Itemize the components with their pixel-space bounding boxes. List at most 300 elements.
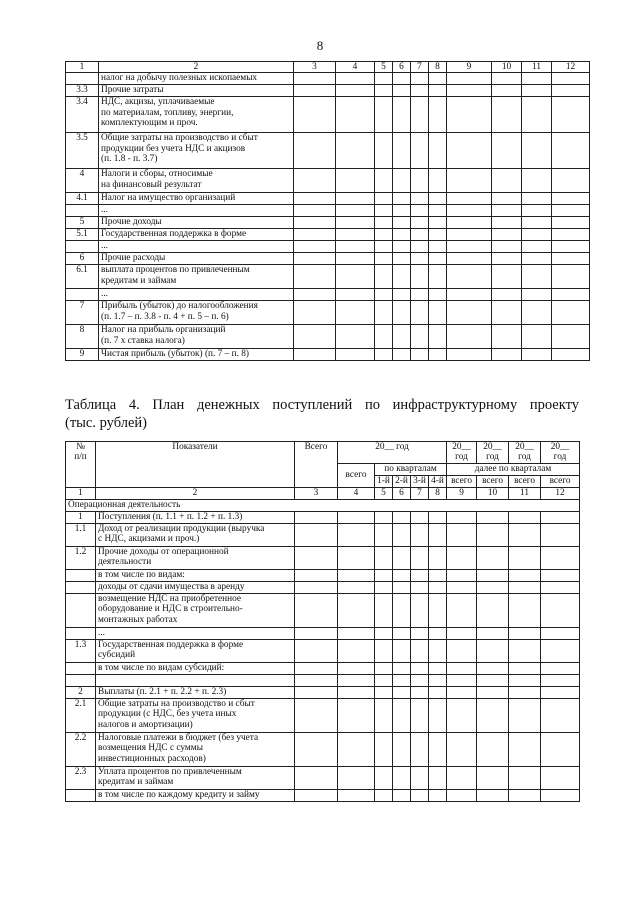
- empty-cell: [294, 205, 336, 217]
- empty-cell: [411, 217, 429, 229]
- empty-cell: [492, 265, 522, 289]
- column-number-cell: 2: [99, 62, 294, 73]
- empty-cell: [411, 686, 429, 698]
- empty-cell: [492, 133, 522, 169]
- header-all: всего: [338, 463, 375, 487]
- empty-cell: [295, 569, 338, 581]
- header-q1: 1-й: [375, 475, 393, 487]
- table-4-header-row-1: [66, 442, 580, 464]
- empty-cell: [411, 97, 429, 133]
- table-4-caption: Таблица 4. План денежных поступлений по инфраструктурному проекту: [65, 397, 579, 413]
- empty-cell: [541, 581, 580, 593]
- empty-cell: [492, 169, 522, 193]
- table-row: [66, 229, 590, 241]
- empty-cell: [509, 627, 541, 639]
- empty-cell: [522, 325, 552, 349]
- table-row: [66, 85, 590, 97]
- empty-cell: [393, 511, 411, 523]
- row-label: ...: [96, 627, 295, 639]
- empty-cell: [393, 569, 411, 581]
- empty-cell: [429, 593, 447, 627]
- column-number-cell: 12: [552, 62, 590, 73]
- empty-cell: [294, 241, 336, 253]
- empty-cell: [338, 732, 375, 766]
- row-number: 1.3: [66, 639, 96, 662]
- empty-cell: [411, 698, 429, 732]
- empty-cell: [541, 674, 580, 686]
- row-number: 1.2: [66, 546, 96, 569]
- empty-cell: [393, 265, 411, 289]
- empty-cell: [393, 217, 411, 229]
- row-label: Государственная поддержка в форме субсидий: [96, 639, 295, 662]
- empty-cell: [492, 253, 522, 265]
- table-row: [66, 639, 580, 662]
- empty-cell: [336, 253, 375, 265]
- empty-cell: [393, 546, 411, 569]
- row-number: 6.1: [66, 265, 99, 289]
- empty-cell: [541, 662, 580, 674]
- empty-cell: [477, 511, 509, 523]
- empty-cell: [294, 301, 336, 325]
- row-label: доходы от сдачи имущества в аренду: [96, 581, 295, 593]
- empty-cell: [552, 169, 590, 193]
- header-q4: 4-й: [429, 475, 447, 487]
- empty-cell: [552, 205, 590, 217]
- empty-cell: [447, 639, 477, 662]
- empty-cell: [429, 265, 447, 289]
- row-label: в том числе по видам субсидий:: [96, 662, 295, 674]
- empty-cell: [393, 301, 411, 325]
- empty-cell: [552, 349, 590, 361]
- empty-cell: [429, 205, 447, 217]
- empty-cell: [429, 253, 447, 265]
- empty-cell: [393, 85, 411, 97]
- column-number-cell: 11: [509, 487, 541, 499]
- empty-cell: [429, 97, 447, 133]
- column-number-cell: 7: [411, 487, 429, 499]
- empty-cell: [375, 289, 393, 301]
- header-indicators: Показатели: [96, 442, 295, 488]
- empty-cell: [336, 73, 375, 85]
- empty-cell: [295, 627, 338, 639]
- empty-cell: [294, 97, 336, 133]
- empty-cell: [492, 97, 522, 133]
- empty-cell: [492, 301, 522, 325]
- row-number: 1.1: [66, 523, 96, 546]
- empty-cell: [294, 265, 336, 289]
- empty-cell: [522, 169, 552, 193]
- column-number-cell: 2: [96, 487, 295, 499]
- row-number: [66, 205, 99, 217]
- empty-cell: [338, 674, 375, 686]
- empty-cell: [295, 766, 338, 789]
- empty-cell: [429, 217, 447, 229]
- empty-cell: [375, 85, 393, 97]
- table-row: [66, 523, 580, 546]
- empty-cell: [338, 766, 375, 789]
- empty-cell: [492, 217, 522, 229]
- empty-cell: [338, 698, 375, 732]
- empty-cell: [411, 546, 429, 569]
- empty-cell: [411, 349, 429, 361]
- empty-cell: [295, 546, 338, 569]
- empty-cell: [477, 698, 509, 732]
- empty-cell: [375, 639, 393, 662]
- empty-cell: [375, 674, 393, 686]
- table-row: [66, 662, 580, 674]
- row-number: [66, 73, 99, 85]
- empty-cell: [492, 229, 522, 241]
- header-all-2: всего: [447, 475, 477, 487]
- empty-cell: [477, 569, 509, 581]
- header-all-5: всего: [541, 475, 580, 487]
- empty-cell: [429, 686, 447, 698]
- empty-cell: [509, 511, 541, 523]
- row-label: Прочие доходы: [99, 217, 294, 229]
- empty-cell: [375, 301, 393, 325]
- empty-cell: [429, 169, 447, 193]
- empty-cell: [375, 593, 393, 627]
- empty-cell: [336, 205, 375, 217]
- empty-cell: [411, 593, 429, 627]
- table-row: [66, 253, 590, 265]
- empty-cell: [552, 85, 590, 97]
- empty-cell: [411, 289, 429, 301]
- header-q2: 2-й: [393, 475, 411, 487]
- empty-cell: [509, 686, 541, 698]
- empty-cell: [509, 789, 541, 801]
- empty-cell: [393, 169, 411, 193]
- table-row: [66, 686, 580, 698]
- table-row: [66, 593, 580, 627]
- column-number-cell: 7: [411, 62, 429, 73]
- column-number-cell: 3: [295, 487, 338, 499]
- empty-cell: [541, 593, 580, 627]
- empty-cell: [375, 732, 393, 766]
- empty-cell: [393, 205, 411, 217]
- empty-cell: [338, 686, 375, 698]
- table-row: [66, 789, 580, 801]
- empty-cell: [411, 581, 429, 593]
- empty-cell: [552, 97, 590, 133]
- row-number: 2.3: [66, 766, 96, 789]
- column-number-cell: 4: [338, 487, 375, 499]
- empty-cell: [375, 581, 393, 593]
- empty-cell: [411, 662, 429, 674]
- empty-cell: [393, 789, 411, 801]
- header-year-4: 20__ год: [509, 442, 541, 464]
- empty-cell: [393, 627, 411, 639]
- empty-cell: [477, 593, 509, 627]
- empty-cell: [552, 241, 590, 253]
- empty-cell: [393, 193, 411, 205]
- empty-cell: [447, 766, 477, 789]
- empty-cell: [338, 546, 375, 569]
- table-row: [66, 301, 590, 325]
- row-label: Государственная поддержка в форме: [99, 229, 294, 241]
- table-row: [66, 698, 580, 732]
- row-label: ...: [99, 289, 294, 301]
- empty-cell: [393, 253, 411, 265]
- empty-cell: [393, 97, 411, 133]
- empty-cell: [375, 217, 393, 229]
- empty-cell: [429, 766, 447, 789]
- empty-cell: [393, 698, 411, 732]
- empty-cell: [429, 581, 447, 593]
- row-number: 5: [66, 217, 99, 229]
- empty-cell: [429, 133, 447, 169]
- empty-cell: [375, 325, 393, 349]
- empty-cell: [393, 73, 411, 85]
- empty-cell: [522, 73, 552, 85]
- table-row: [66, 546, 580, 569]
- column-number-cell: 12: [541, 487, 580, 499]
- table-row: [66, 133, 590, 169]
- empty-cell: [411, 241, 429, 253]
- table-row: [66, 349, 590, 361]
- row-label: Поступления (п. 1.1 + п. 1.2 + п. 1.3): [96, 511, 295, 523]
- empty-cell: [336, 133, 375, 169]
- row-label: в том числе по каждому кредиту и займу: [96, 789, 295, 801]
- empty-cell: [522, 265, 552, 289]
- empty-cell: [552, 133, 590, 169]
- empty-cell: [447, 569, 477, 581]
- empty-cell: [509, 662, 541, 674]
- row-label: НДС, акцизы, уплачиваемые по материалам, топливу, энергии, комплектующим и проч.: [99, 97, 294, 133]
- empty-cell: [509, 639, 541, 662]
- empty-cell: [429, 193, 447, 205]
- empty-cell: [375, 193, 393, 205]
- empty-cell: [429, 546, 447, 569]
- empty-cell: [294, 349, 336, 361]
- row-label: Прочие доходы от операционной деятельности: [96, 546, 295, 569]
- empty-cell: [393, 766, 411, 789]
- empty-cell: [295, 593, 338, 627]
- column-number-cell: 8: [429, 487, 447, 499]
- empty-cell: [393, 639, 411, 662]
- empty-cell: [477, 789, 509, 801]
- empty-cell: [429, 523, 447, 546]
- row-number: 3.4: [66, 97, 99, 133]
- header-further-by-quarters: далее по кварталам: [447, 463, 580, 475]
- empty-cell: [338, 627, 375, 639]
- empty-cell: [429, 301, 447, 325]
- empty-cell: [541, 569, 580, 581]
- row-label: Выплаты (п. 2.1 + п. 2.2 + п. 2.3): [96, 686, 295, 698]
- empty-cell: [338, 639, 375, 662]
- column-number-cell: 9: [447, 62, 492, 73]
- empty-cell: [393, 732, 411, 766]
- empty-cell: [509, 766, 541, 789]
- row-number: 5.1: [66, 229, 99, 241]
- row-label: Налог на прибыль организаций (п. 7 x ставка налога): [99, 325, 294, 349]
- empty-cell: [541, 686, 580, 698]
- empty-cell: [429, 627, 447, 639]
- empty-cell: [375, 97, 393, 133]
- row-label: Налоги и сборы, относимые на финансовый результат: [99, 169, 294, 193]
- row-label: выплата процентов по привлеченным кредитам и займам: [99, 265, 294, 289]
- empty-cell: [375, 511, 393, 523]
- empty-cell: [294, 133, 336, 169]
- header-all-3: всего: [477, 475, 509, 487]
- empty-cell: [375, 662, 393, 674]
- empty-cell: [522, 85, 552, 97]
- row-number: 7: [66, 301, 99, 325]
- empty-cell: [295, 698, 338, 732]
- header-num: № п/п: [66, 442, 96, 488]
- empty-cell: [375, 698, 393, 732]
- empty-cell: [294, 217, 336, 229]
- empty-cell: [509, 698, 541, 732]
- header-year-3: 20__ год: [477, 442, 509, 464]
- empty-cell: [336, 265, 375, 289]
- row-number: 6: [66, 253, 99, 265]
- empty-cell: [447, 265, 492, 289]
- empty-cell: [492, 325, 522, 349]
- header-year-2: 20__ год: [447, 442, 477, 464]
- table-row: [66, 511, 580, 523]
- empty-cell: [552, 289, 590, 301]
- empty-cell: [336, 349, 375, 361]
- empty-cell: [429, 73, 447, 85]
- empty-cell: [375, 169, 393, 193]
- empty-cell: [447, 289, 492, 301]
- empty-cell: [541, 789, 580, 801]
- empty-cell: [375, 205, 393, 217]
- table-row: [66, 205, 590, 217]
- row-label: Прибыль (убыток) до налогообложения (п. 1.7 – п. 3.8 - п. 4 + п. 5 – п. 6): [99, 301, 294, 325]
- empty-cell: [447, 301, 492, 325]
- empty-cell: [447, 205, 492, 217]
- empty-cell: [295, 732, 338, 766]
- empty-cell: [411, 73, 429, 85]
- empty-cell: [447, 523, 477, 546]
- empty-cell: [411, 639, 429, 662]
- row-label: Налоговые платежи в бюджет (без учета возмещения НДС с суммы инвестиционных расходов): [96, 732, 295, 766]
- table-4-cash-receipts: [65, 441, 580, 802]
- empty-cell: [522, 229, 552, 241]
- empty-cell: [552, 265, 590, 289]
- row-label: Налог на имущество организаций: [99, 193, 294, 205]
- empty-cell: [294, 289, 336, 301]
- empty-cell: [522, 349, 552, 361]
- empty-cell: [477, 662, 509, 674]
- empty-cell: [375, 627, 393, 639]
- empty-cell: [411, 169, 429, 193]
- empty-cell: [411, 674, 429, 686]
- empty-cell: [411, 265, 429, 289]
- empty-cell: [295, 789, 338, 801]
- empty-cell: [295, 511, 338, 523]
- empty-cell: [336, 85, 375, 97]
- empty-cell: [477, 523, 509, 546]
- empty-cell: [338, 581, 375, 593]
- empty-cell: [509, 674, 541, 686]
- empty-cell: [541, 523, 580, 546]
- empty-cell: [429, 85, 447, 97]
- row-label: Уплата процентов по привлеченным кредитам и займам: [96, 766, 295, 789]
- row-number: 3.5: [66, 133, 99, 169]
- column-number-cell: 10: [477, 487, 509, 499]
- empty-cell: [336, 301, 375, 325]
- empty-cell: [295, 639, 338, 662]
- empty-cell: [393, 581, 411, 593]
- table-row: [66, 193, 590, 205]
- empty-cell: [338, 593, 375, 627]
- empty-cell: [447, 241, 492, 253]
- empty-cell: [429, 511, 447, 523]
- empty-cell: [336, 325, 375, 349]
- empty-cell: [393, 686, 411, 698]
- empty-cell: [522, 289, 552, 301]
- empty-cell: [429, 639, 447, 662]
- row-number: [66, 593, 96, 627]
- row-label: возмещение НДС на приобретенное оборудование и НДС в строительно- монтажных работах: [96, 593, 295, 627]
- table-4-units: (тыс. рублей): [65, 415, 147, 431]
- table-row: [66, 732, 580, 766]
- section-title: Операционная деятельность: [66, 499, 580, 511]
- empty-cell: [552, 325, 590, 349]
- row-number: 1: [66, 511, 96, 523]
- empty-cell: [429, 732, 447, 766]
- empty-cell: [375, 73, 393, 85]
- table-row: [66, 265, 590, 289]
- empty-cell: [447, 581, 477, 593]
- row-label: налог на добычу полезных ископаемых: [99, 73, 294, 85]
- empty-cell: [447, 193, 492, 205]
- empty-cell: [411, 523, 429, 546]
- row-number: 8: [66, 325, 99, 349]
- empty-cell: [447, 511, 477, 523]
- column-number-cell: 9: [447, 487, 477, 499]
- empty-cell: [552, 73, 590, 85]
- empty-cell: [393, 674, 411, 686]
- header-all-4: всего: [509, 475, 541, 487]
- empty-cell: [522, 241, 552, 253]
- column-number-cell: 6: [393, 487, 411, 499]
- empty-cell: [411, 253, 429, 265]
- empty-cell: [375, 253, 393, 265]
- empty-cell: [541, 639, 580, 662]
- empty-cell: [375, 686, 393, 698]
- row-number: 2: [66, 686, 96, 698]
- table-row: [66, 289, 590, 301]
- empty-cell: [541, 511, 580, 523]
- empty-cell: [447, 97, 492, 133]
- empty-cell: [375, 133, 393, 169]
- empty-cell: [411, 325, 429, 349]
- table-row: [66, 674, 580, 686]
- empty-cell: [541, 766, 580, 789]
- row-label: Общие затраты на производство и сбыт продукции (с НДС, без учета иных налогов и амортизации): [96, 698, 295, 732]
- row-label: Прочие затраты: [99, 85, 294, 97]
- empty-cell: [429, 289, 447, 301]
- empty-cell: [338, 789, 375, 801]
- column-number-cell: 10: [492, 62, 522, 73]
- header-total: Всего: [295, 442, 338, 488]
- empty-cell: [477, 581, 509, 593]
- header-year-5: 20__ год: [541, 442, 580, 464]
- empty-cell: [294, 253, 336, 265]
- table-row: [66, 581, 580, 593]
- table-row: [66, 217, 590, 229]
- empty-cell: [552, 229, 590, 241]
- row-number: 4: [66, 169, 99, 193]
- empty-cell: [411, 193, 429, 205]
- empty-cell: [411, 569, 429, 581]
- table-row: [66, 169, 590, 193]
- empty-cell: [509, 732, 541, 766]
